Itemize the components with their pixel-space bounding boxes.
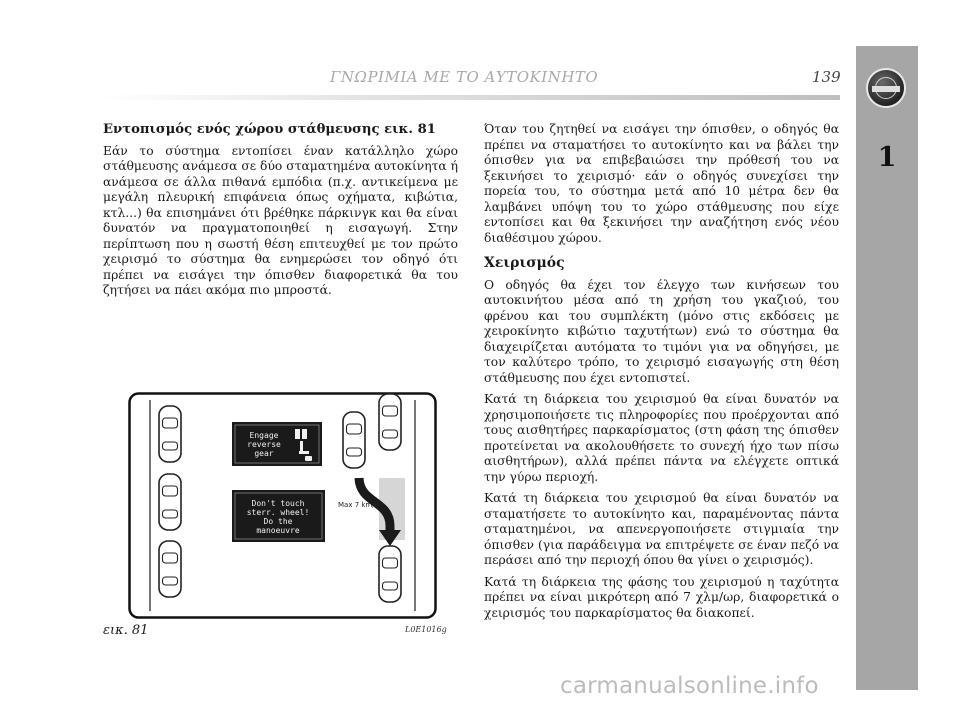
display-line: reverse bbox=[247, 440, 281, 449]
body-paragraph: Κατά τη διάρκεια του χειρισμού θα είναι δυνατόν να σταματήσετε το αυτοκίνητο και, παραμένοντας πάντα σταματημένοι, να απενεργοποιήσετε στιγμιαία την όπισθεν (για παράδειγμα να επιτρέψετε σε έναν πεζό να περάσει από την περιοχή όπου θα γίνει ο χειρισμός). bbox=[484, 491, 839, 567]
parking-diagram-figure bbox=[128, 392, 437, 619]
display-line: Do the bbox=[263, 517, 293, 526]
body-paragraph: Εάν το σύστημα εντοπίσει έναν κατάλληλο χώρο στάθμευσης ανάμεσα σε δύο σταματημένα αυτοκίνητα ή ανάμεσα σε άλλα πιθανά εμπόδια (π.χ. αντικείμενα με μεγάλη πλευρική επιφάνεια όπως οχήματα, κιβώτια, κτλ...) θα επισημάνει ότι βρέθηκε πάρκινγκ και θα είναι δυνατόν να πραγματοποιηθεί η εισαγωγή. Στην περίπτωση που η σωστή θέση επιτευχθεί με τον πρώτο χειρισμό το σύστημα θα ενημερώσει τον οδηγό ότι πρέπει να εισάγει την όπισθεν διαφορετικά θα του ζητήσει να πάει ακόμα πιο μπροστά. bbox=[103, 143, 458, 297]
body-paragraph: Όταν του ζητηθεί να εισάγει την όπισθεν, ο οδηγός θα πρέπει να σταματήσει το αυτοκίνητο και να βάλει την όπισθεν για να επιβεβαιώσει την πρόθεσή του να ξεκινήσει το χειρισμό· εάν ο οδηγός συνεχίσει την πορεία του, το σύστημα μετά από 10 μέτρα δεν θα λαμβάνει υπόψη του το χώρο στάθμευσης που είχε εντοπίσει και θα ξεκινήσει την αναζήτηση ενός νέου διαθέσιμου χώρου. bbox=[484, 122, 839, 245]
maneuvering-car bbox=[343, 412, 365, 468]
section-heading-manoeuvre: Χειρισμός bbox=[484, 255, 565, 271]
body-paragraph: Κατά τη διάρκεια της φάσης του χειρισμού η ταχύτητα πρέπει να είναι μικρότερη από 7 χλμ/ωρ, διαφορετικά ο χειρισμός του παρκαρίσματος θα διακοπεί. bbox=[484, 574, 839, 620]
left-column bbox=[103, 122, 458, 305]
right-column bbox=[484, 122, 839, 627]
parked-car-right bbox=[379, 394, 401, 450]
chapter-title: ΓΝΩΡΙΜΙΑ ΜΕ ΤΟ ΑΥΤΟΚΙΝΗΤΟ bbox=[330, 68, 599, 86]
parked-car-left bbox=[159, 541, 181, 597]
display-line: Engage bbox=[249, 431, 279, 440]
display-line: manoeuvre bbox=[256, 526, 300, 535]
display-line: sterr. wheel! bbox=[246, 508, 310, 517]
speed-label: Max 7 km/h bbox=[338, 501, 380, 509]
parked-car-left bbox=[159, 474, 181, 530]
body-paragraph: Κατά τη διάρκεια του χειρισμού θα είναι δυνατόν να χρησιμοποιήσετε τις πληροφορίες που προέρχονται από τους αισθητήρες παρκαρίσματος (στη φάση της όπισθεν προτείνεται να ακολουθήσετε το συνεχή ήχο των πίσω αισθητήρων), αλλά πρέπει πάντα να ελέγχετε οπτικά την γύρω περιοχή. bbox=[484, 392, 839, 484]
figure-code: L0E1016g bbox=[405, 625, 447, 634]
watermark-text: carmanualsonline.info bbox=[560, 673, 819, 699]
lancia-emblem-icon bbox=[866, 68, 906, 108]
display-line: Don't touch bbox=[251, 499, 305, 508]
chapter-side-tab bbox=[856, 46, 918, 690]
body-paragraph: Ο οδηγός θα έχει τον έλεγχο των κινήσεων του αυτοκινήτου μέσα από τη χρήση του γκαζιού, του φρένου και του συμπλέκτη (μόνο στις εκδόσεις με χειροκίνητο κιβώτιο ταχυτήτων) ενώ το σύστημα θα διαχειρίζεται αυτόματα το τιμόνι για να οδηγήσει, με τον καλύτερο τρόπο, το χειρισμό εισαγωγής στη θέση στάθμευσης που έχει εντοπιστεί. bbox=[484, 277, 839, 385]
header-rule bbox=[100, 95, 840, 100]
figure-caption: εικ. 81 bbox=[103, 623, 149, 638]
section-heading-parking-detection: Εντοπισμός ενός χώρου στάθμευσης εικ. 81 bbox=[103, 122, 436, 137]
section-number: 1 bbox=[877, 142, 897, 173]
page-number: 139 bbox=[812, 68, 841, 86]
parked-car-right bbox=[379, 546, 401, 602]
parked-car-left bbox=[159, 406, 181, 462]
display-line: gear bbox=[254, 449, 274, 458]
